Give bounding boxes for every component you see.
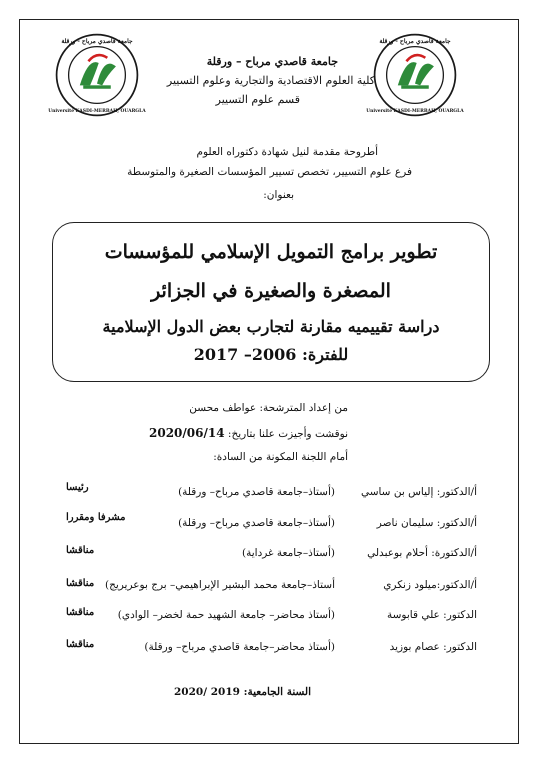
academic-year: السنة الجامعية: 2019 /2020 [173, 686, 311, 698]
committee-member-role: مشرفا ومقررا [66, 512, 126, 523]
committee-member-affiliation: (أستاذ–جامعة غرداية) [242, 547, 335, 559]
title-label: بعنوان: [263, 189, 294, 201]
logo-ring-text-top: جامعة قاصدي مرباح - ورقلة [61, 38, 133, 46]
logo-ring-text-bottom: Université KASDI-MERBAH, OUARGLA [48, 108, 146, 114]
committee-member-role: رئيسا [66, 482, 89, 493]
committee-label: أمام اللجنة المكونة من السادة: [213, 451, 348, 463]
thesis-specialty: فرع علوم التسيير، تخصص تسيير المؤسسات الصغيرة والمتوسطة [127, 166, 412, 178]
committee-member-affiliation: (أستاذ–جامعة قاصدي مرباح– ورقلة) [178, 486, 335, 498]
committee-member-affiliation: (أستاذ–جامعة قاصدي مرباح– ورقلة) [178, 517, 335, 529]
university-logo-left [366, 32, 464, 118]
committee-member-role: مناقشا [66, 545, 95, 556]
thesis-subtitle: دراسة تقييميه مقارنة لتجارب بعض الدول الإسلامية [102, 317, 440, 336]
defense-line [149, 426, 348, 440]
committee-member-role: مناقشا [66, 639, 95, 650]
university-logo-right [48, 32, 146, 118]
thesis-type: أطروحة مقدمة لنيل شهادة دكتوراه العلوم [196, 146, 378, 158]
committee-member-name: أ/الدكتور: إلياس بن ساسي [360, 486, 477, 498]
logo-ring-text-bottom: Université KASDI-MERBAH, OUARGLA [366, 108, 464, 114]
committee-member-name: أ/الدكتور:ميلود زنكري [383, 579, 477, 591]
department-name: قسم علوم التسيير [215, 93, 300, 106]
logo-ring-text-top: جامعة قاصدي مرباح - ورقلة [379, 38, 451, 46]
thesis-title-line1: تطوير برامج التمويل الإسلامي للمؤسسات [104, 241, 438, 263]
committee-member-name: أ/الدكتور: سليمان ناصر [376, 517, 477, 529]
committee-member-name: الدكتور: عصام بوزيد [389, 641, 477, 653]
committee-member-affiliation: أستاذ–جامعة محمد البشير الإبراهيمي– برج بوعريريج) [104, 579, 335, 591]
thesis-title-line2: المصغرة والصغيرة في الجزائر [151, 280, 391, 302]
prepared-by: من إعداد المترشحة: عواطف محسن [189, 402, 348, 414]
faculty-name: كلية العلوم الاقتصادية والتجارية وعلوم التسيير [166, 74, 375, 87]
thesis-title-box [52, 222, 490, 382]
defense-label: نوقشت وأجيزت علنا بتاريخ: [227, 428, 348, 440]
committee-member-affiliation: (أستاذ محاضر– جامعة الشهيد حمة لخضر– الوادي) [117, 609, 335, 621]
committee-member-role: مناقشا [66, 607, 95, 618]
committee-member-affiliation: (أستاذ محاضر–جامعة قاصدي مرباح– ورقلة) [144, 641, 335, 653]
committee-member-role: مناقشا [66, 578, 95, 589]
defense-date: 2020/06/14 [149, 426, 225, 440]
university-name: جامعة قاصدي مرباح – ورقلة [206, 55, 338, 68]
committee-member-name: أ/الدكتورة: أحلام بوعبدلي [367, 547, 477, 559]
committee-member-name: الدكتور: علي قابوسة [387, 609, 477, 621]
thesis-period: للفترة: 2006– 2017 [193, 345, 349, 364]
